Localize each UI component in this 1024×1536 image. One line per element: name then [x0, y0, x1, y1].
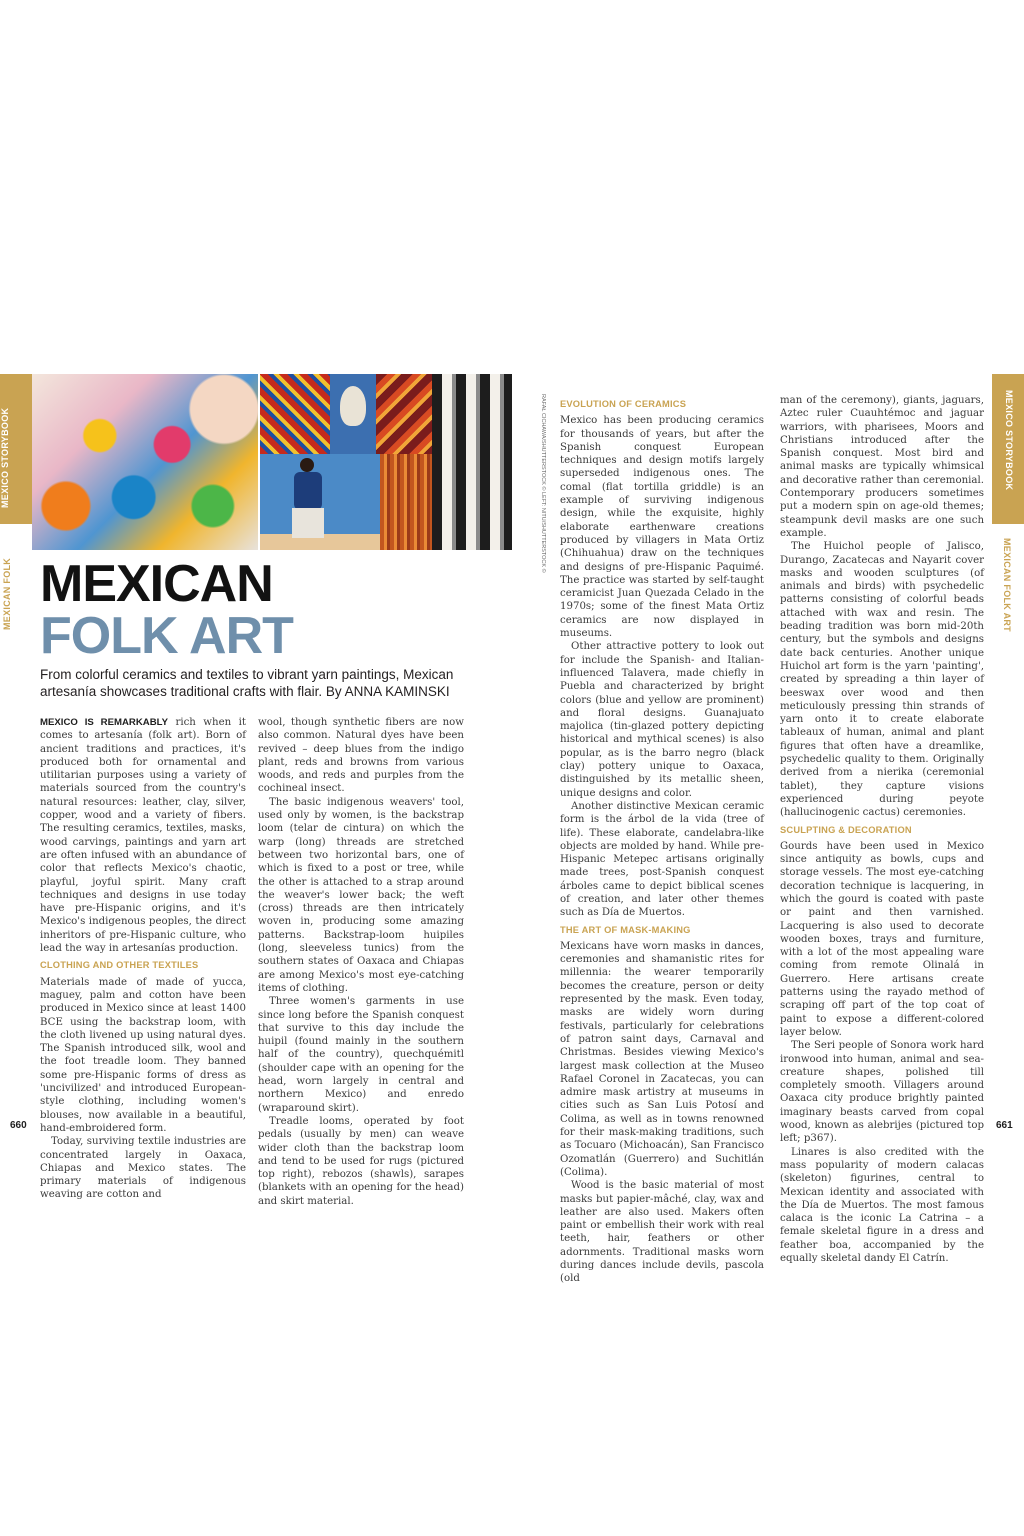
section-tab-left — [0, 374, 32, 524]
walking-woman-figure — [288, 458, 328, 542]
photo-credits — [540, 394, 558, 634]
paragraph: The Huichol people of Jalisco, Durango, Zacatecas and Nayarit cover masks and wooden sculptures (of animals and birds) with psychedelic patterns consisting of colorful beads attached with wax and resin. The beading tradition was born mid-20th century, but the symbols and designs date back centuries. Another unique Huichol art form is the yarn 'painting', created by spreading a thin layer of beeswax over wood and then meticulously pressing thin strands of yarn onto it to create elaborate tableaux of human, animal and plant figures that often have a dreamlike, psychedelic quality to them. Originally derived from a nierika (ceremonial tablet), they capture visions experienced during peyote (hallucinogenic cactus) ceremonies. — [780, 541, 984, 819]
text-column-4 — [780, 394, 984, 1265]
section-heading: THE ART OF MASK-MAKING — [560, 924, 691, 935]
rug-image — [330, 374, 376, 454]
paragraph: Today, surviving textile industries are concentrated largely in Oaxaca, Chiapas and Mexico states. The primary materials of indigenous weaving are cotton and — [40, 1136, 246, 1201]
section-heading: EVOLUTION OF CERAMICS — [560, 399, 687, 409]
running-head-right: MEXICAN FOLK ART — [1002, 538, 1012, 632]
paragraph: Linares is also credited with the mass popularity of modern calacas (skeleton) figurines, central to Mexican identity and associated with the Día de Muertos. The most famous calaca is the iconic La Catrina – a female skeletal figure in a dress and feather boa, accompanied by the equally skeletal dandy El Catrín. — [780, 1146, 984, 1264]
section-heading: CLOTHING AND OTHER TEXTILES — [40, 960, 199, 971]
paragraph: Other attractive pottery to look out for include the Spanish- and Italian-influenced Talavera, made chiefly in Puebla and characterized by bright colors (blue and yellow are prominent) and floral designs. Guanajuato majolica (tin-glazed pottery depicting historical and mythical scenes) is also popular, as is the barro negro (black clay) pottery unique to Oaxaca, distinguished by its metallic sheen, unique designs and color. — [560, 641, 764, 799]
paragraph: Treadle looms, operated by foot pedals (usually by men) can weave wider cloth than the backstrap loom and tend to be used for rugs (pictured top right), rebozos (shawls), sarapes (blankets with an opening for the head) and skirt material. — [258, 1115, 464, 1207]
section-tab-label: MEXICO STORYBOOK — [1004, 390, 1014, 491]
article-deck: From colorful ceramics and textiles to vibrant yarn paintings, Mexican artesanía showcases traditional crafts with flair. By ANNA KAMINSKI — [40, 667, 454, 699]
paragraph: Gourds have been used in Mexico since antiquity as bowls, cups and storage vessels. The most eye-catching decoration technique is lacquering, in which the gourd is coated with paste or paint and then varnished. Lacquering is also used to decorate wooden boxes, trays and furniture, with a lot of the most appealing ware coming from remote Olinalá in Guerrero. Here artisans create patterns using the rayado method of scraping off part of the top coat of paint to expose a different-colored layer below. — [780, 840, 984, 1038]
page-number-right: 661 — [996, 1120, 1013, 1131]
paragraph: Mexicans have worn masks in dances, ceremonies and shamanistic rites for millennia: the wearer temporarily becomes the creature, person or deity represented by the mask. Even today, masks are widely worn during festivals, particularly for celebrations of patron saint days, Carnaval and Christmas. Besides viewing Mexico's largest mask collection at the Museo Rafael Coronel in Zacatecas, you can admire mask artistry at museums in cities such as San Luis Potosí and Colima, as well as in towns renowned for their mask-making traditions, such as Tocuaro (Michoacán), San Francisco Ozomatlán (Guerrero) and Suchitlán (Colima). — [560, 940, 764, 1178]
rug-image — [376, 374, 432, 454]
article-title-line-2: FOLK ART — [40, 607, 293, 665]
photo-beaded-animal-figures — [32, 374, 258, 550]
section-heading: SCULPTING & DECORATION — [780, 824, 912, 835]
photo-credit-text: RAFAŁ CICHAWA/SHUTTERSTOCK © LEFT: NITU/SHUTTERSTOCK © — [540, 394, 546, 573]
rug-image — [432, 374, 512, 550]
paragraph: Wood is the basic material of most masks but papier-mâché, clay, wax and leather are also used. Makers often paint or embellish their work with real teeth, hair, feathers or other adornments. Traditional masks worn during dances include devils, pascola (old — [560, 1180, 764, 1285]
text-column-2 — [258, 716, 464, 1208]
paragraph: rich when it comes to artesanía (folk art). Born of ancient traditions and practices, it's produced both for ornamental and utilitarian purposes using a variety of materials sourced from the country's natural resources: leather, clay, silver, copper, wood and a variety of fibers. The resulting ceramics, textiles, masks, wood carvings, paintings and yarn art are often infused with an abundance of color that reflects Mexico's chaotic, playful, joyful spirit. Many craft techniques and designs in use today have pre-Hispanic origins, and it's Mexico's indigenous peoples, the direct inheritors of pre-Hispanic culture, who lead the way in artesanías production. — [40, 717, 246, 955]
section-tab-label: MEXICO STORYBOOK — [0, 407, 10, 508]
paragraph: The basic indigenous weavers' tool, used only by women, is the backstrap loom (telar de cintura) on which the warp (long) threads are stretched between two horizontal bars, one of which is fixed to a post or tree, while the other is attached to a strap around the weaver's lower back; the weft (cross) threads are then intricately woven in, producing some amazing patterns. Backstrap-loom huipiles (long, sleeveless tunics) from the southern states of Oaxaca and Chiapas are among Mexico's most eye-catching items of clothing. — [258, 796, 464, 994]
paragraph: wool, though synthetic fibers are now also common. Natural dyes have been revived – deep blues from the indigo plant, reds and browns from various woods, and reds and purples from the cochineal insect. — [258, 717, 464, 795]
text-column-1 — [40, 716, 246, 1202]
magazine-spread — [0, 374, 1024, 1285]
paragraph: Another distinctive Mexican ceramic form is the árbol de la vida (tree of life). These elaborate, candelabra-like objects are molded by hand. While pre-Hispanic Metepec artisans originally made trees, post-Spanish conquest árboles came to depict biblical scenes of creation, and later other themes such as Día de Muertos. — [560, 800, 764, 919]
lead-in: MEXICO IS REMARKABLY — [40, 717, 169, 728]
paragraph: Three women's garments in use since long before the Spanish conquest that survive to this day include the huipil (found mainly in the southern half of the country), quechquémitl (shoulder cape with an opening for the head, worn largely in central and northern Mexico) and enredo (wraparound skirt). — [258, 996, 464, 1114]
section-tab-right — [992, 374, 1024, 524]
rug-image — [260, 374, 330, 454]
text-column-3 — [560, 394, 764, 1286]
paragraph: man of the ceremony), giants, jaguars, Aztec ruler Cuauhtémoc and jaguar warriors, with pharisees, Moors and Christians introduced after the Spanish conquest. Most bird and animal masks are typically whimsical and decorative rather than ceremonial. Contemporary producers sometimes put a modern spin on age-old themes; steampunk devil masks are one such example. — [780, 395, 984, 539]
paragraph: Materials made of made of yucca, maguey, palm and cotton have been produced in Mexico since at least 1400 BCE using the backstrap loom, with the cloth livened up using natural dyes. The Spanish introduced silk, wool and the foot treadle loom. They banned some pre-Hispanic forms of dress as 'uncivilized' and introduced European-style clothing, including women's blouses, now available in a beautiful, hand-embroidered form. — [40, 976, 246, 1134]
running-head-left: MEXICAN FOLK — [2, 557, 12, 630]
paragraph: Mexico has been producing ceramics for thousands of years, but after the Spanish conquest European techniques and design motifs largely superseded indigenous ones. The comal (flat tortilla griddle) is an example of surviving indigenous design, while the exquisite, highly elaborate earthenware creations produced by villagers in Mata Ortiz (Chihuahua) draw on the techniques and designs of pre-Hispanic Paquimé. The practice was started by self-taught ceramicist Juan Quezada Celado in the 1970s; some of the finest Mata Ortiz ceramics are now displayed in museums. — [560, 415, 764, 640]
paragraph: The Seri people of Sonora work hard ironwood into human, animal and sea-creature shapes, polished till completely smooth. Villagers around Oaxaca city produce brightly painted imaginary beasts carved from copal wood, known as alebrijes (pictured top left; p367). — [780, 1040, 984, 1145]
page-number-left: 660 — [10, 1120, 27, 1131]
article-title-line-1: MEXICAN — [40, 555, 273, 613]
photo-woven-rugs — [260, 374, 512, 550]
